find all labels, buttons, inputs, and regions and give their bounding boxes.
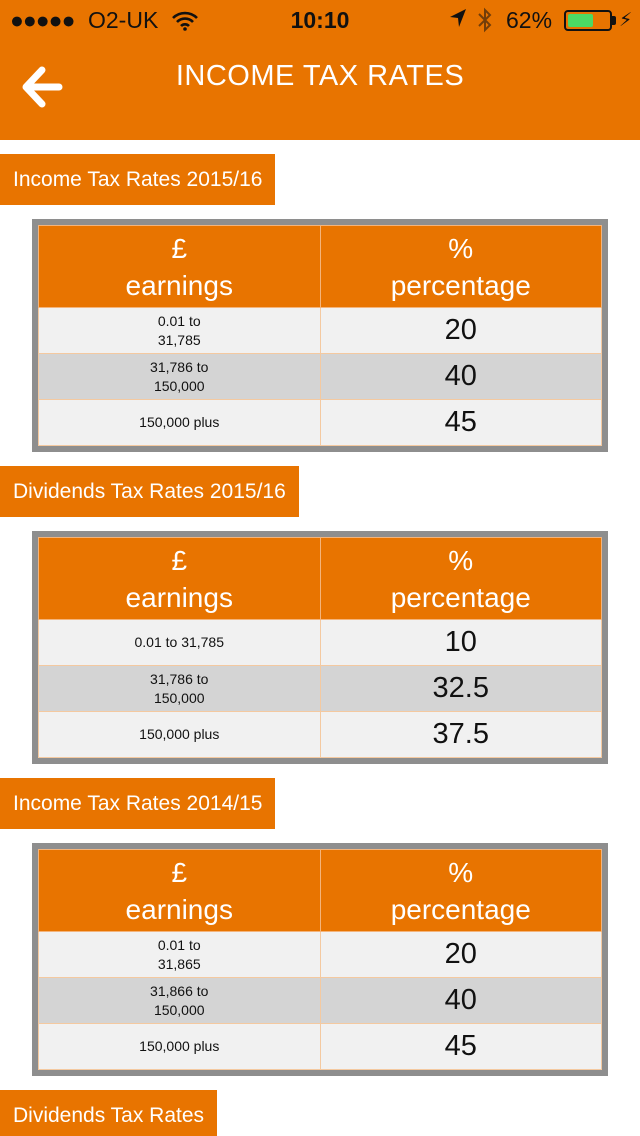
earnings-text: 150,000	[153, 1001, 205, 1018]
table-row	[39, 978, 602, 1024]
percentage-cell: 20	[320, 308, 602, 354]
rates-table-frame	[32, 843, 608, 1076]
percentage-cell: 37.5	[320, 712, 602, 758]
table-row	[39, 932, 602, 978]
section-dividends	[0, 1090, 640, 1136]
earnings-cell	[39, 354, 321, 400]
pound-symbol: £	[171, 544, 188, 576]
table-row	[39, 354, 602, 400]
earnings-text: 31,785	[157, 331, 201, 348]
page-title: INCOME TAX RATES	[175, 60, 465, 92]
earnings-cell: 150,000 plus	[39, 1024, 321, 1070]
percentage-cell: 20	[320, 932, 602, 978]
earnings-text: 31,865	[157, 955, 201, 972]
earnings-text: 150,000	[153, 689, 205, 706]
section-title: Income Tax Rates 2014/15	[0, 778, 275, 829]
rates-table-frame	[32, 219, 608, 452]
earnings-cell: 150,000 plus	[39, 712, 321, 758]
section-income-2014-15	[0, 778, 640, 1076]
rates-table	[38, 849, 602, 1070]
earnings-text: 0.01 to	[157, 936, 201, 953]
percentage-cell: 40	[320, 978, 602, 1024]
rates-table-frame	[32, 531, 608, 764]
table-row	[39, 1024, 602, 1070]
bluetooth-icon	[476, 7, 494, 39]
percentage-header	[320, 850, 602, 932]
percentage-label: percentage	[390, 581, 531, 613]
percentage-cell: 45	[320, 1024, 602, 1070]
rates-table	[38, 225, 602, 446]
location-arrow-icon	[448, 7, 468, 35]
earnings-cell	[39, 932, 321, 978]
percentage-cell: 10	[320, 620, 602, 666]
section-title: Dividends Tax Rates	[0, 1090, 217, 1136]
status-bar	[0, 0, 640, 40]
earnings-text: 31,786 to	[150, 358, 209, 375]
earnings-text: 31,866 to	[150, 982, 209, 999]
battery-icon	[564, 10, 612, 31]
section-income-2015-16	[0, 154, 640, 452]
app-header	[0, 0, 640, 140]
earnings-label: earnings	[125, 581, 233, 613]
percent-symbol: %	[448, 544, 474, 576]
earnings-text: 0.01 to	[157, 312, 201, 329]
section-title: Income Tax Rates 2015/16	[0, 154, 275, 205]
signal-strength-icon: ●●●●●	[10, 7, 75, 33]
earnings-cell: 0.01 to 31,785	[39, 620, 321, 666]
table-header-row	[39, 850, 602, 932]
earnings-header	[39, 538, 321, 620]
tax-rates-list	[0, 154, 640, 1136]
earnings-label: earnings	[125, 893, 233, 925]
charging-bolt-icon: ⚡	[619, 10, 633, 31]
percent-symbol: %	[448, 232, 474, 264]
table-row	[39, 620, 602, 666]
pound-symbol: £	[171, 232, 188, 264]
clock: 10:10	[290, 7, 350, 33]
percentage-label: percentage	[390, 893, 531, 925]
earnings-label: earnings	[125, 269, 233, 301]
battery-tip	[612, 16, 616, 25]
battery-percentage: 62%	[506, 7, 553, 33]
carrier-name: O2-UK	[88, 7, 159, 33]
section-dividends-2015-16	[0, 466, 640, 764]
percent-symbol: %	[448, 856, 474, 888]
percentage-header	[320, 538, 602, 620]
percentage-cell: 32.5	[320, 666, 602, 712]
earnings-cell	[39, 666, 321, 712]
table-row	[39, 308, 602, 354]
table-row	[39, 400, 602, 446]
earnings-text: 150,000	[153, 377, 205, 394]
earnings-cell	[39, 978, 321, 1024]
earnings-cell	[39, 308, 321, 354]
rates-table	[38, 537, 602, 758]
section-title: Dividends Tax Rates 2015/16	[0, 466, 299, 517]
pound-symbol: £	[171, 856, 188, 888]
table-row	[39, 666, 602, 712]
percentage-header	[320, 226, 602, 308]
percentage-cell: 40	[320, 354, 602, 400]
table-header-row	[39, 226, 602, 308]
earnings-header	[39, 226, 321, 308]
table-header-row	[39, 538, 602, 620]
earnings-cell: 150,000 plus	[39, 400, 321, 446]
percentage-cell: 45	[320, 400, 602, 446]
table-row	[39, 712, 602, 758]
earnings-header	[39, 850, 321, 932]
percentage-label: percentage	[390, 269, 531, 301]
earnings-text: 31,786 to	[150, 670, 209, 687]
